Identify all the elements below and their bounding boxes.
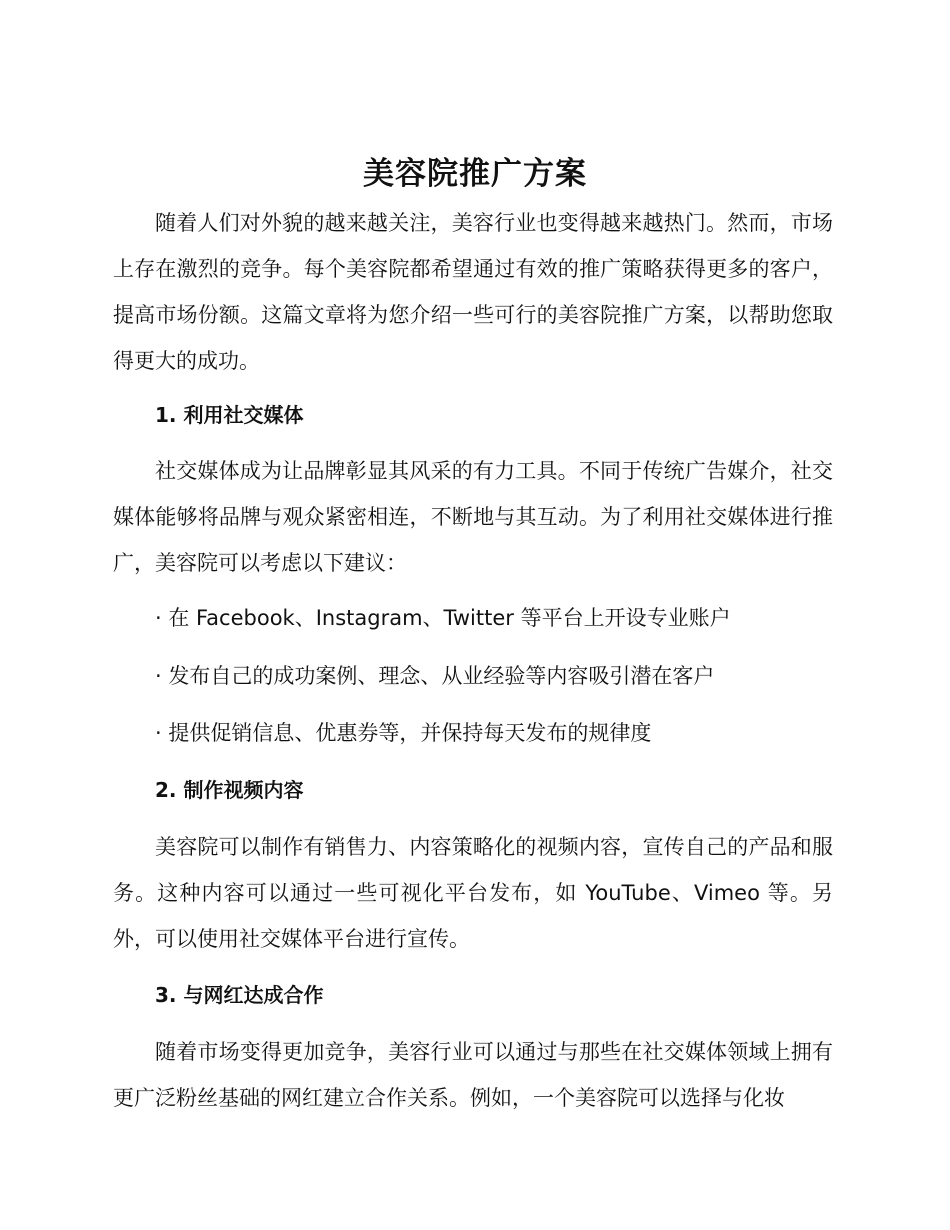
section-1-heading: 1. 利用社交媒体 <box>155 403 304 427</box>
section-3-paragraph: 随着市场变得更加竞争，美容行业可以通过与那些在社交媒体领域上拥有更广泛粉丝基础的网红建立合作关系。例如，一个美容院可以选择与化妆 <box>113 1040 833 1110</box>
section-1-paragraph: 社交媒体成为让品牌彰显其风采的有力工具。不同于传统广告媒介，社交媒体能够将品牌与观众紧密相连，不断地与其互动。为了利用社交媒体进行推广，美容院可以考虑以下建议： <box>113 459 833 575</box>
intro-paragraph: 随着人们对外貌的越来越关注，美容行业也变得越来越热门。然而，市场上存在激烈的竞争。每个美容院都希望通过有效的推广策略获得更多的客户，提高市场份额。这篇文章将为您介绍一些可行的美容院推广方案，以帮助您取得更大的成功。 <box>113 211 833 373</box>
section-1-bullet-3: · 提供促销信息、优惠券等，并保持每天发布的规律度 <box>155 721 652 745</box>
section-2-heading: 2. 制作视频内容 <box>155 778 304 802</box>
document-title: 美容院推广方案 <box>363 156 587 192</box>
section-1-bullet-2: · 发布自己的成功案例、理念、从业经验等内容吸引潜在客户 <box>155 664 715 688</box>
section-2-paragraph: 美容院可以制作有销售力、内容策略化的视频内容，宣传自己的产品和服务。这种内容可以通过一些可视化平台发布，如 YouTube、Vimeo 等。另外，可以使用社交媒体平台进行宣传。 <box>113 835 833 951</box>
section-3-heading: 3. 与网红达成合作 <box>155 983 324 1007</box>
section-1-bullet-1: · 在 Facebook、Instagram、Twitter 等平台上开设专业账户 <box>155 606 731 630</box>
